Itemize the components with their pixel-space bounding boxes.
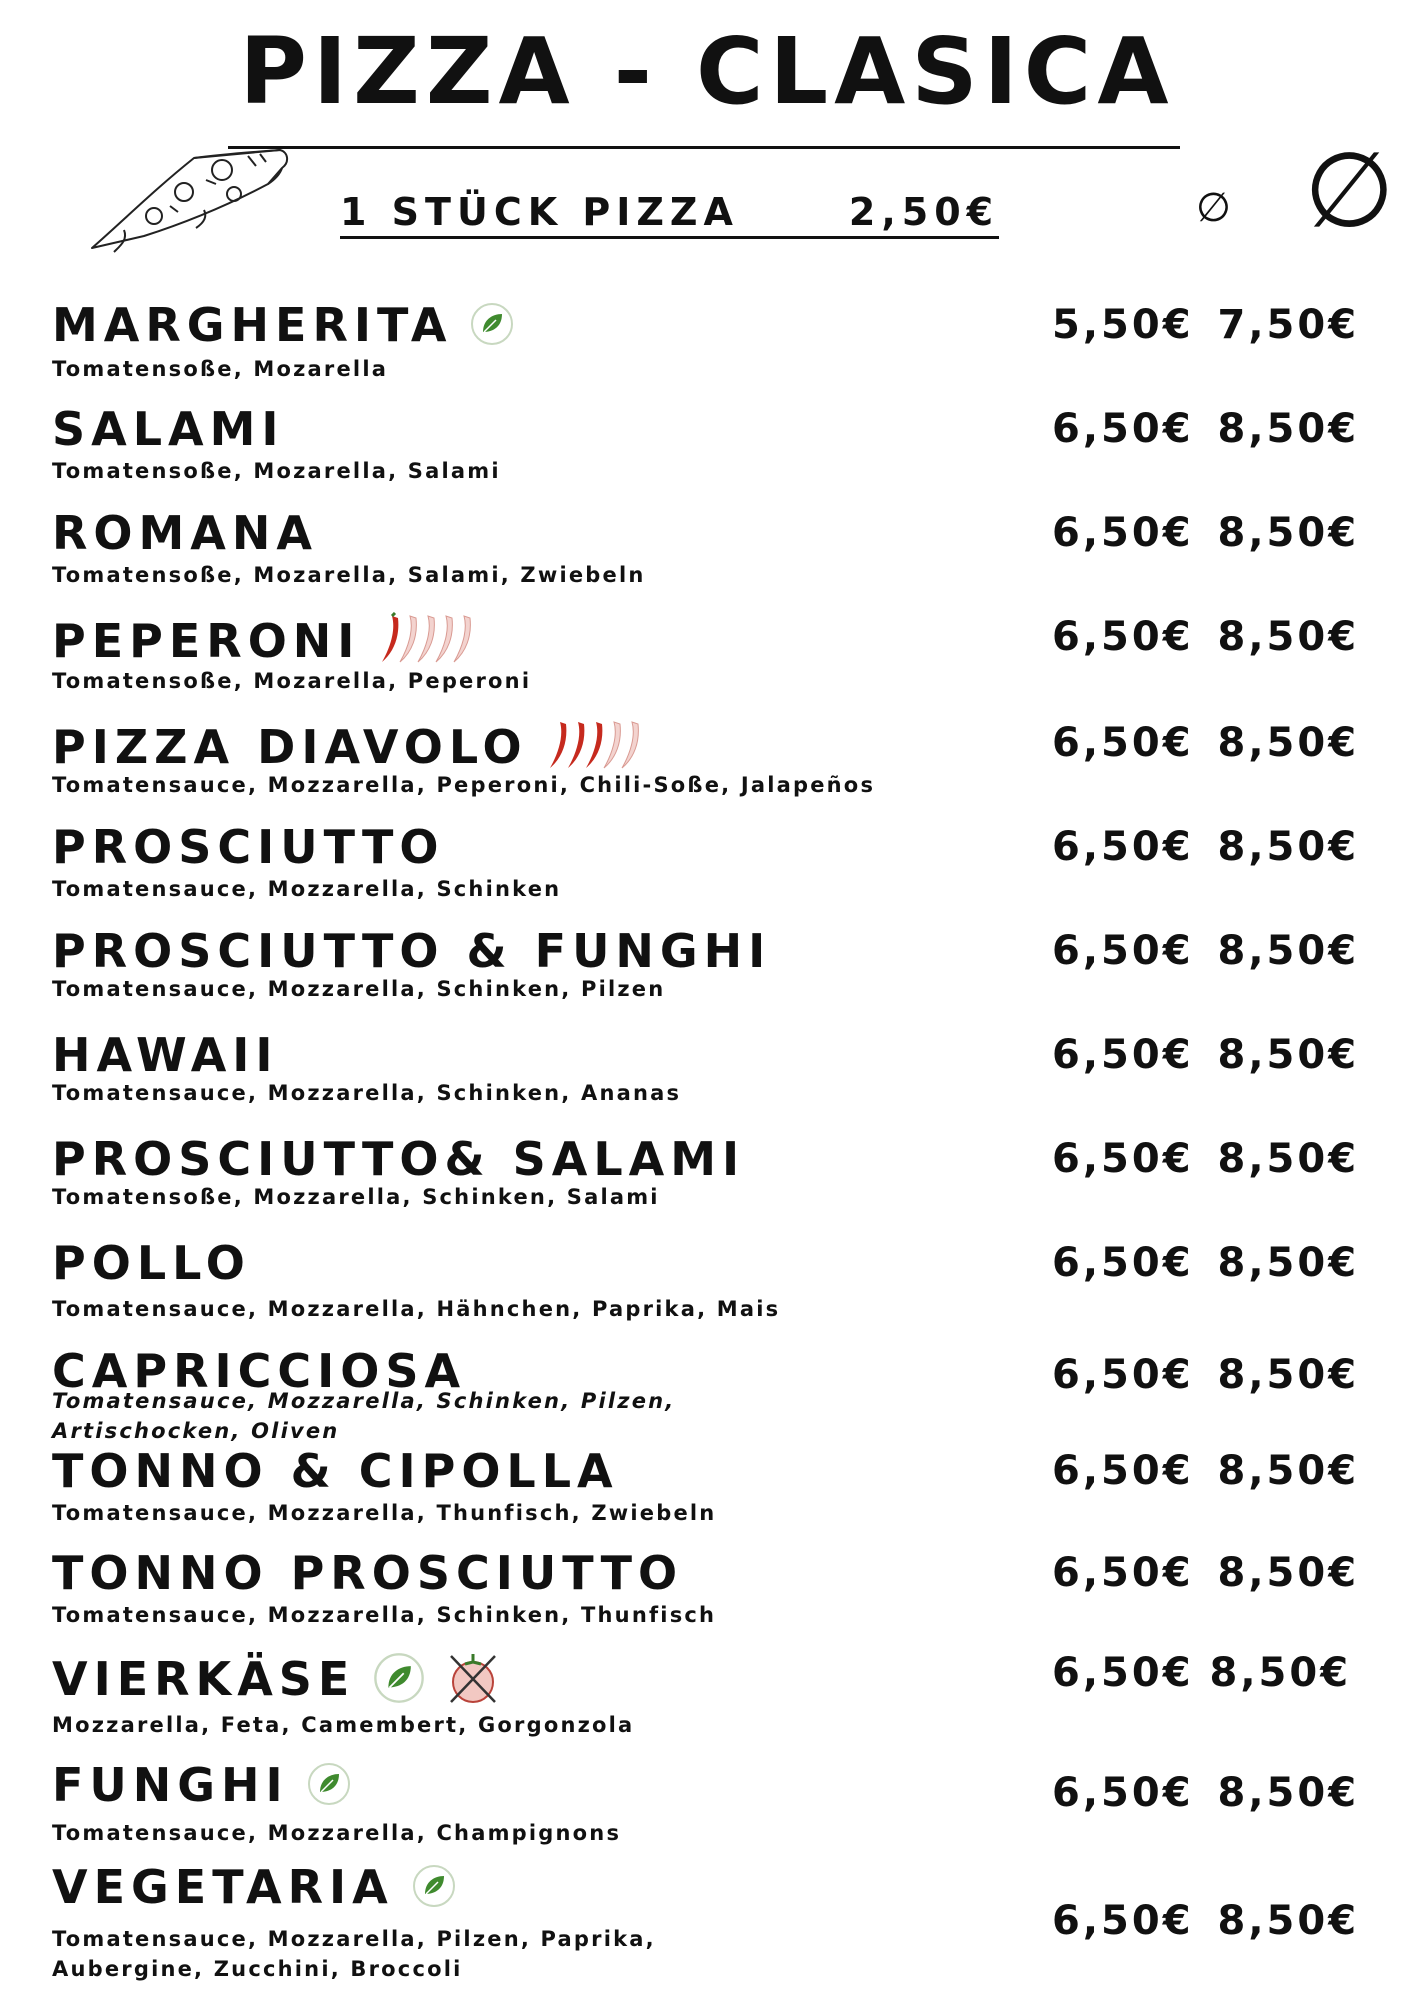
price-large: 8,50€ [1217,1770,1360,1816]
menu-item-description: Tomatensauce, Mozzarella, Hähnchen, Paprika, Mais [52,1297,781,1321]
menu-item-prices [1052,510,1359,556]
menu-item-description: Tomatensauce, Mozzarella, Schinken, Ananas [52,1081,682,1105]
price-large: 8,50€ [1217,824,1360,870]
menu-item-name: VIERKÄSE [52,1648,503,1717]
price-small: 6,50€ [1052,824,1194,870]
price-small: 5,50€ [1052,302,1194,348]
price-large: 8,50€ [1217,614,1360,660]
menu-item-description: Tomatensauce, Mozzarella, Champignons [52,1821,622,1845]
price-large: 8,50€ [1217,720,1360,766]
pizza-slice-icon [84,140,294,256]
menu-item-prices [1052,614,1359,660]
price-large: 8,50€ [1217,1240,1360,1286]
menu-item-name: PROSCIUTTO [52,820,445,874]
price-small: 6,50€ [1052,1352,1194,1398]
price-large: 8,50€ [1217,1032,1360,1078]
menu-item-prices [1052,302,1359,348]
price-large: 7,50€ [1217,302,1360,348]
vegetarian-leaf-icon [412,1864,456,1917]
menu-item-name: VEGETARIA [52,1862,456,1917]
price-large: 8,50€ [1209,1650,1352,1696]
price-small: 6,50€ [1052,1770,1194,1816]
menu-item-description: Tomatensauce, Mozzarella, Schinken [52,877,562,901]
price-small: 6,50€ [1052,406,1194,452]
price-small: 6,50€ [1052,1136,1194,1182]
menu-item-prices [1052,406,1359,452]
menu-item-name: TONNO PROSCIUTTO [52,1546,684,1600]
price-large: 8,50€ [1217,1352,1360,1398]
price-small: 6,50€ [1052,928,1194,974]
price-small: 6,50€ [1052,1448,1194,1494]
menu-item-name: HAWAII [52,1028,279,1082]
menu-item-name: ROMANA [52,506,318,560]
menu-item-name: MARGHERITA [52,300,514,355]
menu-item-name: SALAMI [52,402,285,456]
menu-item-name: TONNO & CIPOLLA [52,1444,619,1498]
price-small: 6,50€ [1052,510,1194,556]
menu-item-name: FUNGHI [52,1760,351,1815]
price-large: 8,50€ [1217,1136,1360,1182]
slice-label: 1 STÜCK PIZZA [340,190,739,234]
price-small: 6,50€ [1052,614,1194,660]
menu-item-prices [1052,1550,1359,1596]
menu-item-description: Tomatensauce, Mozzarella, Schinken, Pilzen, [52,1389,676,1413]
menu-item-prices [1052,1032,1359,1078]
price-small: 6,50€ [1052,1240,1194,1286]
menu-item-description: Tomatensauce, Mozzarella, Peperoni, Chili-Soße, Jalapeños [52,773,876,797]
menu-item-prices [1052,720,1359,766]
price-large: 8,50€ [1217,928,1360,974]
price-small: 6,50€ [1052,1650,1194,1696]
menu-item-description: Tomatensauce, Mozzarella, Schinken, Thunfisch [52,1603,717,1627]
menu-item-name: POLLO [52,1236,251,1290]
menu-item-description: Mozzarella, Feta, Camembert, Gorgonzola [52,1713,635,1737]
slice-price: 2,50€ [848,190,1000,234]
menu-item-description: Tomatensauce, Mozzarella, Pilzen, Paprika, [52,1927,656,1951]
menu-item-description: Tomatensoße, Mozarella, Salami [52,459,501,483]
price-small: 6,50€ [1052,1032,1194,1078]
price-large: 8,50€ [1217,1550,1360,1596]
menu-item-prices [1052,1448,1359,1494]
price-large: 8,50€ [1217,406,1360,452]
menu-item-description: Tomatensoße, Mozarella [52,357,389,381]
vegetarian-leaf-icon [373,1652,425,1713]
menu-item-prices [1052,1352,1359,1398]
menu-item-prices [1052,824,1359,870]
menu-item-prices [1052,1770,1359,1816]
price-small: 6,50€ [1052,1898,1194,1944]
menu-item-name: PROSCIUTTO & FUNGHI [52,924,772,978]
vegetarian-leaf-icon [470,302,514,355]
menu-item-name: CAPRICCIOSA [52,1344,467,1398]
menu-item-description: Tomatensoße, Mozarella, Salami, Zwiebeln [52,563,646,587]
menu-item-prices [1052,928,1359,974]
menu-item-description-continued: Aubergine, Zucchini, Broccoli [52,1957,463,1981]
large-size-diameter-symbol: ∅ [1304,129,1395,251]
price-small: 6,50€ [1052,720,1194,766]
menu-item-description-continued: Artischocken, Oliven [52,1419,340,1443]
menu-item-prices [1052,1650,1351,1696]
title-divider [228,146,1180,149]
menu-item-prices [1052,1898,1359,1944]
menu-item-name: PEPERONI [52,612,474,677]
menu-item-description: Tomatensauce, Mozzarella, Schinken, Pilzen [52,977,666,1001]
menu-item-description: Tomatensoße, Mozzarella, Schinken, Salami [52,1185,660,1209]
price-large: 8,50€ [1217,1898,1360,1944]
small-size-diameter-symbol: ∅ [1196,185,1231,231]
vegetarian-leaf-icon [307,1762,351,1815]
price-large: 8,50€ [1217,510,1360,556]
menu-item-name: PROSCIUTTO& SALAMI [52,1132,746,1186]
menu-item-prices [1052,1240,1359,1286]
menu-item-prices [1052,1136,1359,1182]
menu-item-description: Tomatensoße, Mozarella, Peperoni [52,669,532,693]
page-title: PIZZA - CLASICA [239,18,1175,125]
price-large: 8,50€ [1217,1448,1360,1494]
no-tomato-icon [443,1648,503,1717]
menu-item-name: PIZZA DIAVOLO [52,718,642,783]
single-slice-offer [340,190,999,239]
menu-item-description: Tomatensauce, Mozzarella, Thunfisch, Zwiebeln [52,1501,717,1525]
price-small: 6,50€ [1052,1550,1194,1596]
